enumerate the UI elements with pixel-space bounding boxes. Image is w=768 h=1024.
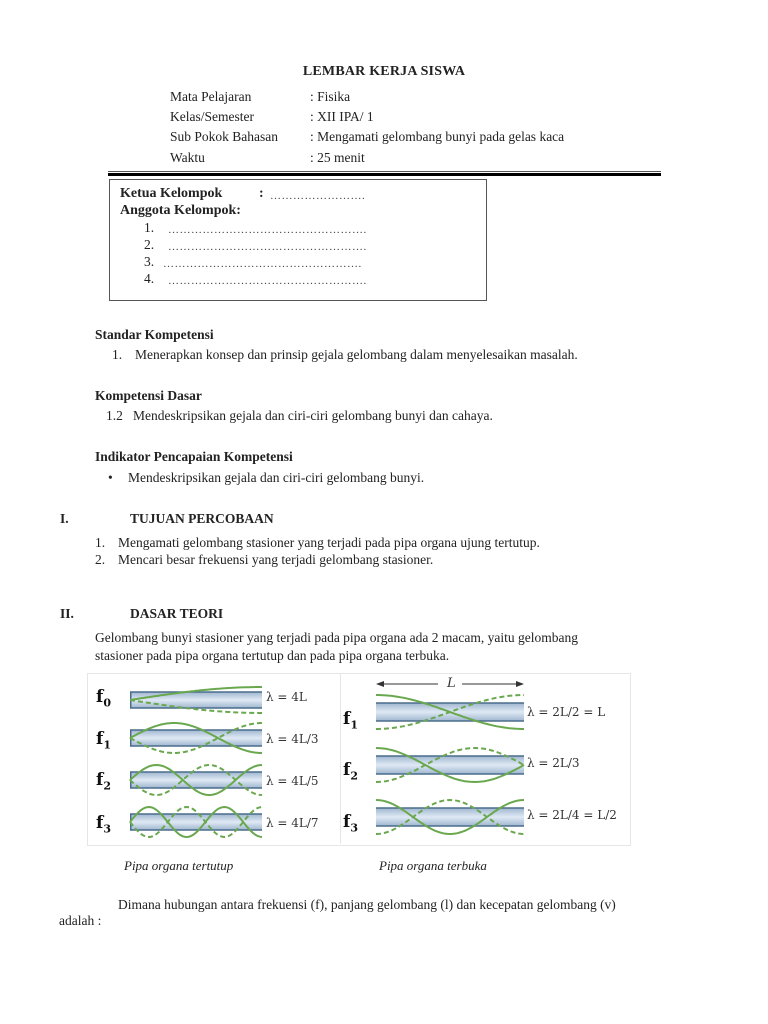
section-numeral: I. xyxy=(60,511,69,526)
section-heading-dasar-teori: DASAR TEORI xyxy=(130,606,224,621)
meta-value: : 25 menit xyxy=(310,150,365,165)
member-blank[interactable]: ……………………………………………. xyxy=(168,224,367,236)
bullet-icon: • xyxy=(108,470,113,485)
arrow-head-right xyxy=(516,681,524,687)
meta-key: Waktu xyxy=(170,150,205,165)
header-divider-thin xyxy=(108,171,661,172)
open-f-label: $f_1$ xyxy=(343,709,358,732)
list-item: Mengamati gelombang stasioner yang terjadi pada pipa organa ujung tertutup. xyxy=(118,535,540,550)
paragraph-line: stasioner pada pipa organa tertutup dan pada pipa organa terbuka. xyxy=(95,648,450,663)
member-number: 2. xyxy=(144,237,155,252)
kompetensi-dasar-heading: Kompetensi Dasar xyxy=(95,388,202,403)
open-lambda: λ = 2L/4 = L/2 xyxy=(527,808,617,822)
paragraph-line: Gelombang bunyi stasioner yang terjadi pada pipa organa ada 2 macam, yaitu gelombang xyxy=(95,630,578,645)
closed-f-label: $f_0$ xyxy=(96,687,111,710)
members-label: Anggota Kelompok: xyxy=(120,203,241,218)
member-blank[interactable]: ……………………………………………. xyxy=(168,275,367,287)
list-number: 2. xyxy=(95,552,106,567)
open-lambda: λ = 2L/3 xyxy=(527,756,580,770)
header-divider-thick xyxy=(108,173,661,176)
closed-pipe-tube xyxy=(130,686,262,714)
standar-kompetensi-heading: Standar Kompetensi xyxy=(95,327,214,342)
member-number: 1. xyxy=(144,220,155,235)
list-number: 1.2 xyxy=(106,408,123,423)
tube-body xyxy=(376,808,524,826)
length-label: L xyxy=(447,676,456,691)
list-number: 1. xyxy=(112,347,123,362)
meta-value: : Fisika xyxy=(310,89,351,104)
open-f-label: $f_3$ xyxy=(343,812,358,835)
closed-lambda: λ = 4L xyxy=(266,690,307,704)
closed-lambda: λ = 4L/7 xyxy=(266,816,319,830)
list-number: 1. xyxy=(95,535,106,550)
indikator-heading: Indikator Pencapaian Kompetensi xyxy=(95,449,293,464)
figure-divider xyxy=(340,673,341,844)
open-pipe-tube xyxy=(376,799,524,835)
meta-value: : XII IPA/ 1 xyxy=(310,109,374,124)
open-pipe-tube xyxy=(376,747,524,783)
list-item: Mencari besar frekuensi yang terjadi gelombang stasioner. xyxy=(118,552,434,567)
section-numeral: II. xyxy=(60,606,74,621)
meta-value: : Mengamati gelombang bunyi pada gelas kaca xyxy=(310,129,565,144)
member-blank[interactable]: ……………………………………………. xyxy=(163,258,362,270)
open-f-label: $f_2$ xyxy=(343,760,358,783)
arrow-head-left xyxy=(376,681,384,687)
open-pipe-tube xyxy=(376,694,524,730)
closed-lambda: λ = 4L/3 xyxy=(266,732,319,746)
section-heading-tujuan: TUJUAN PERCOBAAN xyxy=(130,511,274,526)
list-item: Menerapkan konsep dan prinsip gejala gelombang dalam menyelesaikan masalah. xyxy=(135,347,578,362)
tube-body xyxy=(130,692,262,708)
leader-blank[interactable]: ……………………. xyxy=(270,190,366,202)
member-blank[interactable]: ……………………………………………. xyxy=(168,241,367,253)
meta-key: Sub Pokok Bahasan xyxy=(170,129,278,144)
worksheet-title: LEMBAR KERJA SISWA xyxy=(302,64,466,79)
closed-pipe-tube xyxy=(130,722,262,754)
closed-lambda: λ = 4L/5 xyxy=(266,774,319,788)
closed-f-label: $f_3$ xyxy=(96,813,111,836)
list-item: Mendeskripsikan gejala dan ciri-ciri gelombang bunyi dan cahaya. xyxy=(133,408,493,423)
closed-f-label: $f_1$ xyxy=(96,729,111,752)
caption-closed-pipe: Pipa organa tertutup xyxy=(124,858,234,873)
closed-f-label: $f_2$ xyxy=(96,770,111,793)
meta-key: Mata Pelajaran xyxy=(170,89,252,104)
meta-key: Kelas/Semester xyxy=(170,109,254,124)
tube-body xyxy=(376,756,524,774)
caption-open-pipe: Pipa organa terbuka xyxy=(379,858,487,873)
member-number: 3. xyxy=(144,254,155,269)
leader-colon: : xyxy=(259,186,264,201)
closing-paragraph-line: adalah : xyxy=(59,913,102,928)
tube-body xyxy=(130,730,262,746)
closed-pipe-tube xyxy=(130,806,262,838)
leader-label: Ketua Kelompok xyxy=(120,186,223,201)
open-lambda: λ = 2L/2 = L xyxy=(527,705,606,719)
member-number: 4. xyxy=(144,271,155,286)
list-item: Mendeskripsikan gejala dan ciri-ciri gelombang bunyi. xyxy=(128,470,425,485)
closed-pipe-tube xyxy=(130,764,262,796)
closing-paragraph-line: Dimana hubungan antara frekuensi (f), panjang gelombang (l) dan kecepatan gelombang (v) xyxy=(118,897,616,912)
